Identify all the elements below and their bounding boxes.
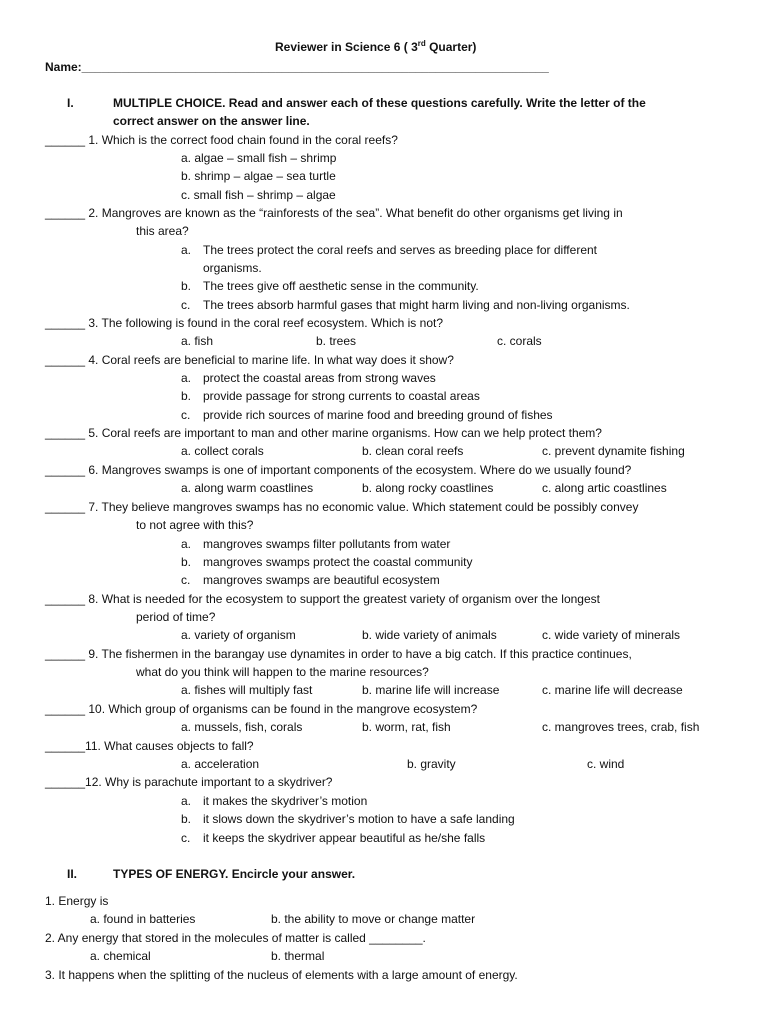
- q4-option-b-letter: b.: [181, 389, 192, 403]
- q12-option-a: it makes the skydriver’s motion: [203, 794, 368, 808]
- q7-option-b: mangroves swamps protect the coastal community: [203, 555, 473, 569]
- name-line: Name:______________________________________________________________________: [45, 60, 549, 74]
- question-8: ______ 8. What is needed for the ecosystem to support the greatest variety of organism over the longest: [45, 592, 600, 606]
- p2-q1-option-a: a. found in batteries: [90, 912, 196, 926]
- part2-numeral: II.: [67, 867, 78, 881]
- q2-option-a: The trees protect the coral reefs and serves as breeding place for different: [203, 243, 597, 257]
- question-5: ______ 5. Coral reefs are important to man and other marine organisms. How can we help protect them?: [45, 426, 602, 440]
- q2-option-c-letter: c.: [181, 298, 191, 312]
- q12-option-a-letter: a.: [181, 794, 192, 808]
- q7-option-c: mangroves swamps are beautiful ecosystem: [203, 573, 440, 587]
- q7-option-a: mangroves swamps filter pollutants from water: [203, 537, 451, 551]
- q4-option-c: provide rich sources of marine food and breeding ground of fishes: [203, 408, 553, 422]
- q10-option-a: a. mussels, fish, corals: [181, 720, 303, 734]
- q10-option-b: b. worm, rat, fish: [362, 720, 451, 734]
- part1-numeral: I.: [67, 96, 74, 110]
- q7-option-c-letter: c.: [181, 573, 191, 587]
- q1-option-c: c. small fish – shrimp – algae: [181, 188, 336, 202]
- question-4: ______ 4. Coral reefs are beneficial to marine life. In what way does it show?: [45, 353, 454, 367]
- q5-option-c: c. prevent dynamite fishing: [542, 444, 685, 458]
- q12-option-b: it slows down the skydriver’s motion to have a safe landing: [203, 812, 515, 826]
- q9-option-a: a. fishes will multiply fast: [181, 683, 313, 697]
- q5-option-a: a. collect corals: [181, 444, 264, 458]
- q4-option-a-letter: a.: [181, 371, 192, 385]
- part1-heading: MULTIPLE CHOICE. Read and answer each of these questions carefully. Write the letter of the: [113, 96, 646, 110]
- q11-option-c: c. wind: [587, 757, 625, 771]
- q3-option-c: c. corals: [497, 334, 542, 348]
- q2-option-a-letter: a.: [181, 243, 192, 257]
- q12-option-b-letter: b.: [181, 812, 192, 826]
- q6-option-b: b. along rocky coastlines: [362, 481, 494, 495]
- q2-option-b-letter: b.: [181, 279, 192, 293]
- q4-option-b: provide passage for strong currents to coastal areas: [203, 389, 480, 403]
- q9-option-c: c. marine life will decrease: [542, 683, 683, 697]
- q12-option-c: it keeps the skydriver appear beautiful as he/she falls: [203, 831, 486, 845]
- p2-q2-option-b: b. thermal: [271, 949, 325, 963]
- question-2-cont: this area?: [136, 224, 189, 238]
- q9-option-b: b. marine life will increase: [362, 683, 500, 697]
- document-title: Reviewer in Science 6 ( 3rd Quarter): [275, 39, 477, 54]
- p2-q1-option-b: b. the ability to move or change matter: [271, 912, 476, 926]
- q7-option-b-letter: b.: [181, 555, 192, 569]
- part1-heading-cont: correct answer on the answer line.: [113, 114, 310, 128]
- q1-option-a: a. algae – small fish – shrimp: [181, 151, 337, 165]
- q2-option-c: The trees absorb harmful gases that might harm living and non-living organisms.: [203, 298, 630, 312]
- question-11: ______11. What causes objects to fall?: [45, 739, 254, 753]
- question-2: ______ 2. Mangroves are known as the “rainforests of the sea”. What benefit do other organisms get living in: [45, 206, 623, 220]
- question-9: ______ 9. The fishermen in the barangay use dynamites in order to have a big catch. If this practice continues,: [45, 647, 632, 661]
- question-12: ______12. Why is parachute important to a skydriver?: [45, 775, 333, 789]
- p2-question-3: 3. It happens when the splitting of the nucleus of elements with a large amount of energy.: [45, 968, 518, 982]
- q6-option-a: a. along warm coastlines: [181, 481, 314, 495]
- q4-option-a: protect the coastal areas from strong waves: [203, 371, 436, 385]
- question-10: ______ 10. Which group of organisms can be found in the mangrove ecosystem?: [45, 702, 478, 716]
- q3-option-a: a. fish: [181, 334, 214, 348]
- p2-question-1: 1. Energy is: [45, 894, 109, 908]
- q8-option-b: b. wide variety of animals: [362, 628, 497, 642]
- q7-option-a-letter: a.: [181, 537, 192, 551]
- q3-option-b: b. trees: [316, 334, 357, 348]
- q4-option-c-letter: c.: [181, 408, 191, 422]
- question-6: ______ 6. Mangroves swamps is one of important components of the ecosystem. Where do we usually found?: [45, 463, 632, 477]
- q6-option-c: c. along artic coastlines: [542, 481, 667, 495]
- q11-option-b: b. gravity: [407, 757, 456, 771]
- q10-option-c: c. mangroves trees, crab, fish: [542, 720, 700, 734]
- question-1: ______ 1. Which is the correct food chain found in the coral reefs?: [45, 133, 398, 147]
- q1-option-b: b. shrimp – algae – sea turtle: [181, 169, 336, 183]
- q8-option-c: c. wide variety of minerals: [542, 628, 681, 642]
- question-3: ______ 3. The following is found in the coral reef ecosystem. Which is not?: [45, 316, 443, 330]
- part2-heading: TYPES OF ENERGY. Encircle your answer.: [113, 867, 356, 881]
- q2-option-a-cont: organisms.: [203, 261, 262, 275]
- q2-option-b: The trees give off aesthetic sense in the community.: [203, 279, 479, 293]
- p2-q2-option-a: a. chemical: [90, 949, 151, 963]
- question-8-cont: period of time?: [136, 610, 216, 624]
- q11-option-a: a. acceleration: [181, 757, 260, 771]
- question-7: ______ 7. They believe mangroves swamps has no economic value. Which statement could be possibly convey: [45, 500, 639, 514]
- q8-option-a: a. variety of organism: [181, 628, 296, 642]
- question-7-cont: to not agree with this?: [136, 518, 254, 532]
- q12-option-c-letter: c.: [181, 831, 191, 845]
- p2-question-2: 2. Any energy that stored in the molecules of matter is called ________.: [45, 931, 426, 945]
- question-9-cont: what do you think will happen to the marine resources?: [136, 665, 429, 679]
- q5-option-b: b. clean coral reefs: [362, 444, 464, 458]
